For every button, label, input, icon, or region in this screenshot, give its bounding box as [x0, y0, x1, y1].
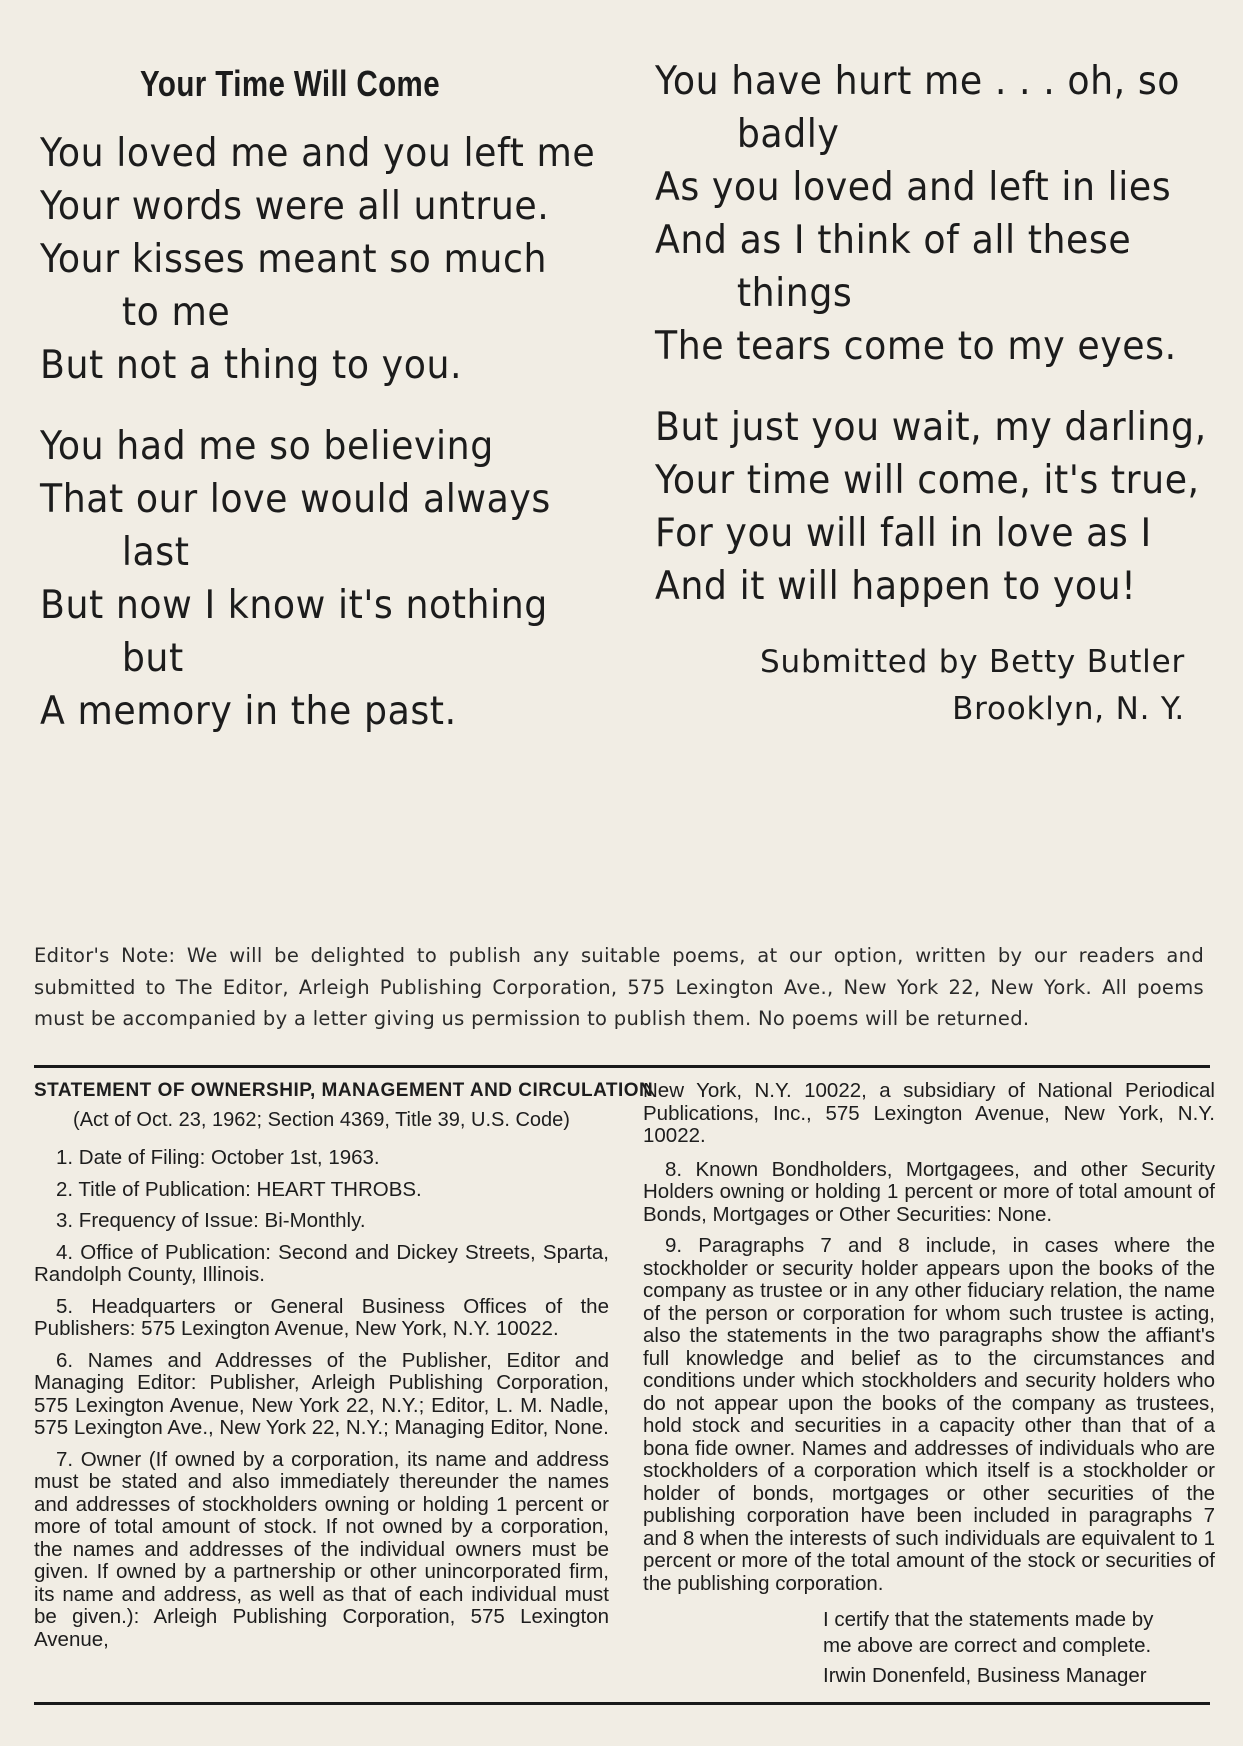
- poem-line: A memory in the past.: [40, 689, 457, 734]
- poem-line: And as I think of all these: [655, 218, 1132, 263]
- poem-line: But now I know it's nothing: [40, 583, 548, 628]
- poem-line: Your kisses meant so much: [40, 237, 547, 282]
- divider-rule: [34, 1065, 1210, 1068]
- poem-stanza: [655, 401, 1215, 613]
- statement-subheading: (Act of Oct. 23, 1962; Section 4369, Title 39, U.S. Code): [73, 1108, 570, 1131]
- poem-stanza: [40, 420, 640, 738]
- poem-stanza: [655, 55, 1215, 373]
- poem-line: to me: [121, 290, 231, 335]
- statement-item: 1. Date of Filing: October 1st, 1963.: [56, 1146, 380, 1169]
- poem-line: You loved me and you left me: [40, 131, 596, 176]
- poem-right-column: [655, 55, 1215, 733]
- poem-line: things: [736, 271, 853, 316]
- poem-line: last: [121, 530, 190, 575]
- divider-rule: [34, 1702, 1210, 1705]
- poem-line: But not a thing to you.: [40, 343, 463, 388]
- submitter-location: Brooklyn, N. Y.: [952, 691, 1185, 727]
- statement-heading: STATEMENT OF OWNERSHIP, MANAGEMENT AND CIRCULATION: [34, 1080, 654, 1101]
- certify-text: I certify that the statements made by: [823, 1608, 1154, 1631]
- poem-line: Your words were all untrue.: [40, 184, 550, 229]
- statement-right-column: [643, 1080, 1215, 1689]
- poem-line: As you loved and left in lies: [655, 165, 1172, 210]
- poem-signature: [655, 639, 1215, 733]
- poem-line: The tears come to my eyes.: [655, 324, 1177, 369]
- poem-line: That our love would always: [40, 477, 551, 522]
- poem-line: badly: [736, 112, 840, 157]
- statement-item: 5. Headquarters or General Business Offices of the Publishers: 575 Lexington Avenue, New York, N.Y. 10022.: [34, 1294, 609, 1340]
- statement-item: 8. Known Bondholders, Mortgagees, and other Security Holders owning or holding 1 percent or more of total amount of Bonds, Mortgages or Other Securities: None.: [643, 1157, 1215, 1226]
- poem-title: Your Time Will Come: [140, 63, 441, 104]
- poem-line: But just you wait, my darling,: [655, 405, 1207, 450]
- submitted-by: Submitted by Betty Butler: [760, 644, 1185, 680]
- statement-item: 3. Frequency of Issue: Bi-Monthly.: [56, 1209, 366, 1232]
- certify-signatory: Irwin Donenfeld, Business Manager: [823, 1664, 1147, 1687]
- poem-line: but: [121, 636, 184, 681]
- certify-text: me above are correct and complete.: [823, 1634, 1152, 1657]
- editor-note: Editor's Note: We will be delighted to publish any suitable poems, at our option, written by our readers and submitted to The Editor, Arleigh Publishing Corporation, 575 Lexington Ave., New York 22, New York. All poems must be accompanied by a letter giving us permission to publish them. No poems will be returned.: [34, 944, 1204, 1030]
- statement-continuation: New York, N.Y. 10022, a subsidiary of National Periodical Publications, Inc., 575 Lexington Avenue, New York, N.Y. 10022.: [643, 1079, 1215, 1147]
- poem-line: And it will happen to you!: [655, 564, 1137, 609]
- poem-line: You have hurt me . . . oh, so: [655, 59, 1181, 104]
- poem-line: For you will fall in love as I: [655, 511, 1152, 556]
- statement-item: 4. Office of Publication: Second and Dickey Streets, Sparta, Randolph County, Illinois.: [34, 1240, 609, 1286]
- statement-item: 6. Names and Addresses of the Publisher, Editor and Managing Editor: Publisher, Arleigh Publishing Corporation, 575 Lexington Avenue, New York 22, N.Y.; Editor, L. M. Nadle, 575 Lexington Ave., New York 22, N.Y.; Managing Editor, None.: [34, 1348, 609, 1439]
- certification: [823, 1607, 1215, 1689]
- poem-left-column: [40, 55, 640, 754]
- statement-left-column: [34, 1080, 654, 1660]
- poem-line: Your time will come, it's true,: [655, 458, 1200, 503]
- statement-item: 9. Paragraphs 7 and 8 include, in cases where the stockholder or security holder appears upon the books of the company as trustee or in any other fiduciary relation, the name of the person or corporation for whom such trustee is acting, also the statements in the two paragraphs show the affiant's full knowledge and belief as to the circumstances and conditions under which stockholders and security holders who do not appear upon the books of the company as trustees, hold stock and securities in a capacity other than that of a bona fide owner. Names and addresses of individuals who are stockholders of a corporation which itself is a stockholder or holder of bonds, mortgages or other securities of the publishing corporation have been included in paragraphs 7 and 8 when the interests of such individuals are equivalent to 1 percent or more of the total amount of the stock or securities of the publishing corporation.: [643, 1234, 1215, 1595]
- statement-item: 2. Title of Publication: HEART THROBS.: [56, 1177, 422, 1201]
- poem-line: You had me so believing: [40, 424, 494, 469]
- statement-item: 7. Owner (If owned by a corporation, its name and address must be stated and also immediately thereunder the names and addresses of stockholders owning or holding 1 percent or more of total amount of stock. If not owned by a corporation, the names and addresses of the individual owners must be given. If owned by a partnership or other unincorporated firm, its name and address, as well as that of each individual must be given.): Arleigh Publishing Corporation, 575 Lexington Avenue,: [34, 1447, 609, 1651]
- poem-stanza: [40, 127, 640, 392]
